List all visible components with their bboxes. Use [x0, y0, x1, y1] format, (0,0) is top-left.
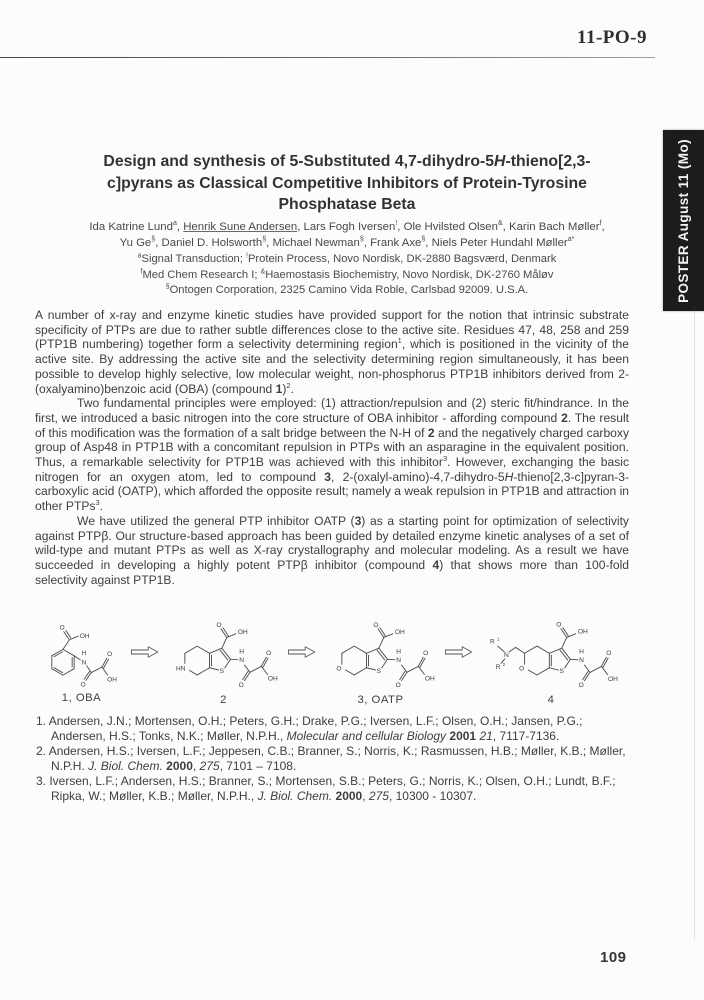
- svg-text:2: 2: [502, 661, 506, 667]
- svg-text:H: H: [239, 648, 244, 656]
- svg-text:OH: OH: [577, 628, 588, 636]
- compound-3-oatp: [318, 618, 443, 706]
- svg-text:O: O: [395, 681, 401, 689]
- scheme-arrow-2: [286, 641, 318, 668]
- svg-text:H: H: [81, 650, 87, 657]
- svg-text:N: N: [504, 651, 509, 659]
- svg-text:HN: HN: [175, 665, 186, 673]
- compound-3-structure-image: [318, 618, 443, 694]
- author-list: [25, 220, 669, 251]
- compound-4-label: 4: [547, 694, 555, 706]
- scheme-arrow-1: [129, 641, 161, 668]
- reference-number: 1.: [36, 714, 49, 728]
- reaction-scheme: [34, 618, 646, 706]
- compound-2-structure-image: [161, 618, 286, 694]
- header-rule: [0, 57, 655, 58]
- svg-text:O: O: [266, 650, 272, 658]
- right-block-arrow-icon: [129, 641, 161, 663]
- title-line-3: Phosphatase Beta: [278, 196, 416, 214]
- svg-text:O: O: [519, 665, 525, 673]
- title-line-1: Design and synthesis of 5-Substituted 4,7-dihydro-5H-thieno[2,3-: [103, 153, 591, 170]
- svg-text:N: N: [81, 659, 87, 667]
- svg-text:1: 1: [496, 636, 500, 642]
- svg-text:N: N: [239, 657, 244, 665]
- svg-text:O: O: [336, 665, 342, 673]
- svg-text:O: O: [578, 681, 584, 689]
- svg-text:OH: OH: [608, 675, 618, 683]
- svg-text:O: O: [373, 621, 379, 629]
- svg-text:H: H: [579, 648, 584, 656]
- session-tab-label: POSTER August 11 (Mo): [676, 138, 691, 303]
- affiliation-line-2: $^f$Med Chem Research I; &Haemostasis Biochemistry, Novo Nordisk, DK-2760 Måløv: [140, 267, 554, 281]
- affiliation-list: [25, 252, 669, 299]
- svg-text:S: S: [559, 667, 564, 675]
- author-line-1: Ida Katrine Lund$^a$, Henrik Sune Andersen, Lars Fogh Iversen!, Ole Hvilsted Olsen&, Karin Bach Møller$^f$,: [89, 220, 605, 233]
- svg-text:OH: OH: [267, 675, 278, 683]
- paragraph: Two fundamental principles were employed: (1) attraction/repulsion and (2) steric fit/hindrance. In the first, we introduced a basic nitrogen into the core structure of OBA inhibitor - affording compound 2. The result of this modification was the formation of a salt bridge between the N-H of 2 and the negatively charged carboxy group of Asp48 in PTP1B with a concomitant repulsion in PTPs with an asparagine in the equivalent position. Thus, a remarkable selectivity for PTP1B was achieved with this inhibitor$^3$. However, exchanging the basic nitrogen for an oxygen atom, led to compound 3, 2-(oxalyl-amino)-4,7-dihydro-5H-thieno[2,3-c]pyran-3-carboxylic acid (OATP), which afforded the opposite result; namely a weak repulsion in PTP1B and attraction in other PTPs$^3$.: [35, 396, 630, 514]
- svg-text:O: O: [59, 624, 65, 632]
- svg-text:N: N: [396, 657, 401, 665]
- reference-number: 3.: [36, 774, 50, 789]
- svg-text:N: N: [579, 657, 584, 665]
- reference-item: 2. Andersen, H.S.; Iversen, L.F.; Jeppesen, C.B.; Branner, S.; Norris, K.; Rasmussen, H.B.; Møller, K.B.; Møller, N.P.H. J. Biol. Chem. 2000, 275, 7101 – 7108.: [36, 744, 626, 774]
- compound-2: [161, 618, 286, 706]
- svg-text:OH: OH: [107, 676, 117, 684]
- right-block-arrow-icon: [286, 641, 318, 663]
- svg-text:O: O: [606, 650, 612, 658]
- session-tab: [663, 130, 704, 311]
- svg-text:O: O: [556, 621, 562, 629]
- compound-4: [475, 618, 627, 706]
- compound-1-structure-image: [34, 618, 129, 692]
- page-number: 109: [600, 949, 627, 966]
- affiliation-line-1: $^a$Signal Transduction; !Protein Process, Novo Nordisk, DK-2880 Bagsværd, Denmark: [137, 252, 557, 265]
- reference-number: 2.: [36, 744, 49, 759]
- paragraph: We have utilized the general PTP inhibitor OATP (3) as a starting point for optimization of selectivity against PTPβ. Our structure-based approach has been guided by detailed enzyme kinetic analyses of a set of wild-type and mutant PTPs as well as X-ray crystallography and molecular modeling. As a result we have succeeded in developing a highly potent PTPβ inhibitor (compound 4) that shows more than 100-fold selectivity against PTP1B.: [35, 513, 629, 587]
- svg-text:O: O: [238, 681, 244, 689]
- svg-text:S: S: [219, 667, 225, 675]
- poster-code: 11-PO-9: [577, 27, 647, 48]
- reference-list: [36, 714, 636, 805]
- svg-text:OH: OH: [394, 628, 405, 636]
- affiliation-line-3: §Ontogen Corporation, 2325 Camino Vida Roble, Carlsbad 92009. U.S.A.: [165, 283, 529, 296]
- svg-text:O: O: [423, 650, 429, 658]
- compound-3-label: 3, OATP: [357, 694, 404, 706]
- svg-text:R: R: [489, 638, 495, 646]
- abstract-body: [35, 308, 629, 587]
- scheme-arrow-3: [443, 641, 475, 668]
- scan-artifact-line: [694, 305, 695, 940]
- compound-2-label: 2: [220, 694, 227, 706]
- reference-item: 3. Iversen, L.F.; Andersen, H.S.; Branner, S.; Mortensen, S.B.; Peters, G.; Norris, K.; Olsen, O.H.; Lundt, B.F.; Ripka, W.; Møller, K.B.; Møller, N.P.H., J. Biol. Chem. 2000, 275, 10300 - 10307.: [36, 774, 616, 804]
- reference-item: 1. Andersen, J.N.; Mortensen, O.H.; Peters, G.H.; Drake, P.G.; Iversen, L.F.; Olsen, O.H.; Jansen, P.G.; Andersen, H.S.; Tonks, N.K.; Møller, N.P.H., Molecular and cellular Biology 2001 21, 7117-7136.: [36, 714, 583, 744]
- svg-text:R: R: [495, 663, 501, 671]
- compound-4-structure-image: [475, 618, 627, 694]
- author-line-2: Yu Ge§, Daniel D. Holsworth§, Michael Newman§, Frank Axe§, Niels Peter Hundahl Møller$^{a*}$: [119, 235, 575, 249]
- svg-text:O: O: [80, 681, 86, 689]
- paragraph: A number of x-ray and enzyme kinetic studies have provided support for the notion that intrinsic substrate specificity of PTPs are due to rather subtle differences close to the active site. Residues 47, 48, 258 and 259 (PTP1B numbering) together form a selectivity determining region$^1$, which is positioned in the vicinity of the active site. By addressing the active site and the selectivity determining region simultaneously, it has been possible to develop highly selective, low molecular weight, non-phosphorus PTP1B inhibitors derived from 2-(oxalyamino)benzoic acid (OBA) (compound 1)$^2$.: [35, 308, 629, 396]
- compound-1-oba: [34, 618, 129, 704]
- svg-text:S: S: [376, 667, 382, 675]
- paper-title: [40, 151, 654, 216]
- title-line-2: c]pyrans as Classical Competitive Inhibitors of Protein-Tyrosine: [107, 174, 587, 192]
- svg-text:OH: OH: [424, 675, 435, 683]
- svg-text:H: H: [396, 648, 401, 656]
- svg-text:OH: OH: [79, 633, 90, 641]
- right-block-arrow-icon: [443, 641, 475, 663]
- svg-text:O: O: [107, 651, 113, 659]
- svg-text:OH: OH: [237, 628, 248, 636]
- svg-text:O: O: [216, 621, 222, 629]
- compound-1-label: 1, OBA: [61, 692, 102, 704]
